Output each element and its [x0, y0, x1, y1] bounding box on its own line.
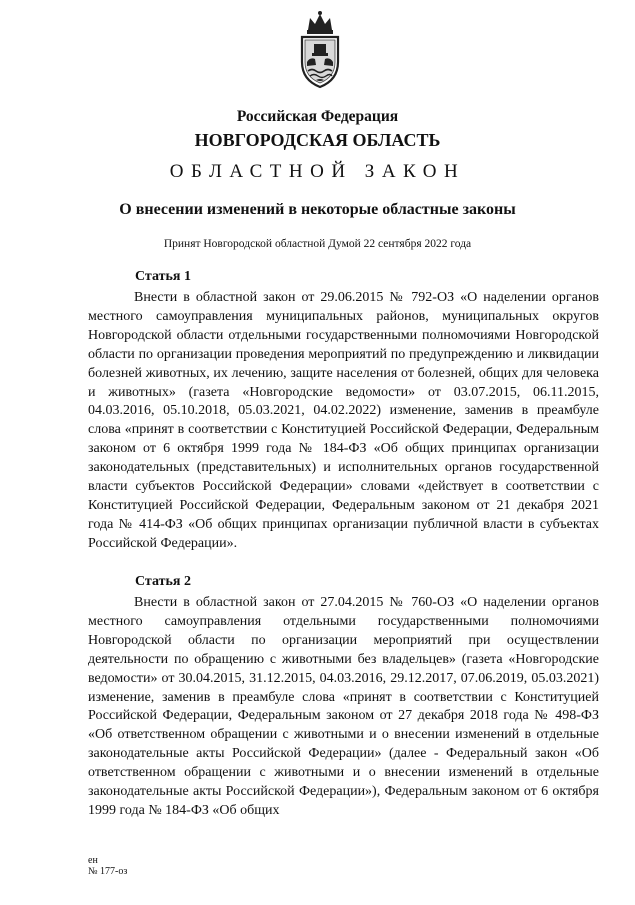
document-number: № 177-оз [88, 866, 128, 877]
law-title: О внесении изменений в некоторые областные законы [119, 201, 516, 218]
adoption-note: Принят Новгородской областной Думой 22 сентября 2022 года [163, 238, 472, 250]
article-2-text: Внести в областной закон от 27.04.2015 № 760-ОЗ «О наделении органов местного самоуправления отдельными государственными полномочиями Новгородской области по организации мероприятий при осуществлении деятельности по обращению с животными без владельцев» (газета «Новгородские ведомости» от 30.04.2015, 31.12.2015, 04.03.2016, 29.12.2017, 07.06.2019, 05.03.2021) изменение, заменив в преамбуле слова «принят в соответствии с Конституцией Российской Федерации, Федеральным законом от 27 декабря 2018 года № 498-ФЗ «Об ответственном обращении с животными и о внесении изменений в отдельные законодательные акты Российской Федерации» (далее - Федеральный закон «Об ответственном обращении с животными и о внесении изменений в отдельные законодательные акты Российской Федерации»), Федеральным законом от 6 октября 1999 года № 184-ФЗ «Об общих [88, 595, 599, 818]
executor-initials: ен [88, 855, 98, 866]
law-type: ОБЛАСТНОЙ ЗАКОН [169, 161, 466, 182]
region-name: НОВГОРОДСКАЯ ОБЛАСТЬ [194, 130, 441, 150]
coat-of-arms-icon [294, 10, 346, 90]
article-1-heading: Статья 1 [135, 269, 191, 284]
article-2-heading: Статья 2 [135, 574, 191, 589]
document-footer [88, 855, 127, 877]
country-name: Российская Федерация [236, 108, 399, 125]
article-1-text: Внести в областной закон от 29.06.2015 № 792-ОЗ «О наделении органов местного самоуправления муниципальных районов, муниципальных округов Новгородской области отдельными государственными полномочиями Новгородской области по организации проведения мероприятий по предупреждению и ликвидации болезней животных, их лечению, защите населения от болезней, общих для человека и животных» (газета «Новгородские ведомости» от 03.07.2015, 06.11.2015, 04.03.2016, 05.10.2018, 05.03.2021, 04.02.2022) изменение, заменив в преамбуле слова «принят в соответствии с Конституцией Российской Федерации, Федеральным законом от 6 октября 1999 года № 184-ФЗ «Об общих принципах организации законодательных (представительных) и исполнительных органов государственной власти субъектов Российской Федерации» словами «действует в соответствии с Конституцией Российской Федерации, Федеральным законом от 21 декабря 2021 года № 414-ФЗ «Об общих принципах организации публичной власти в субъектах Российской Федерации». [88, 290, 599, 551]
